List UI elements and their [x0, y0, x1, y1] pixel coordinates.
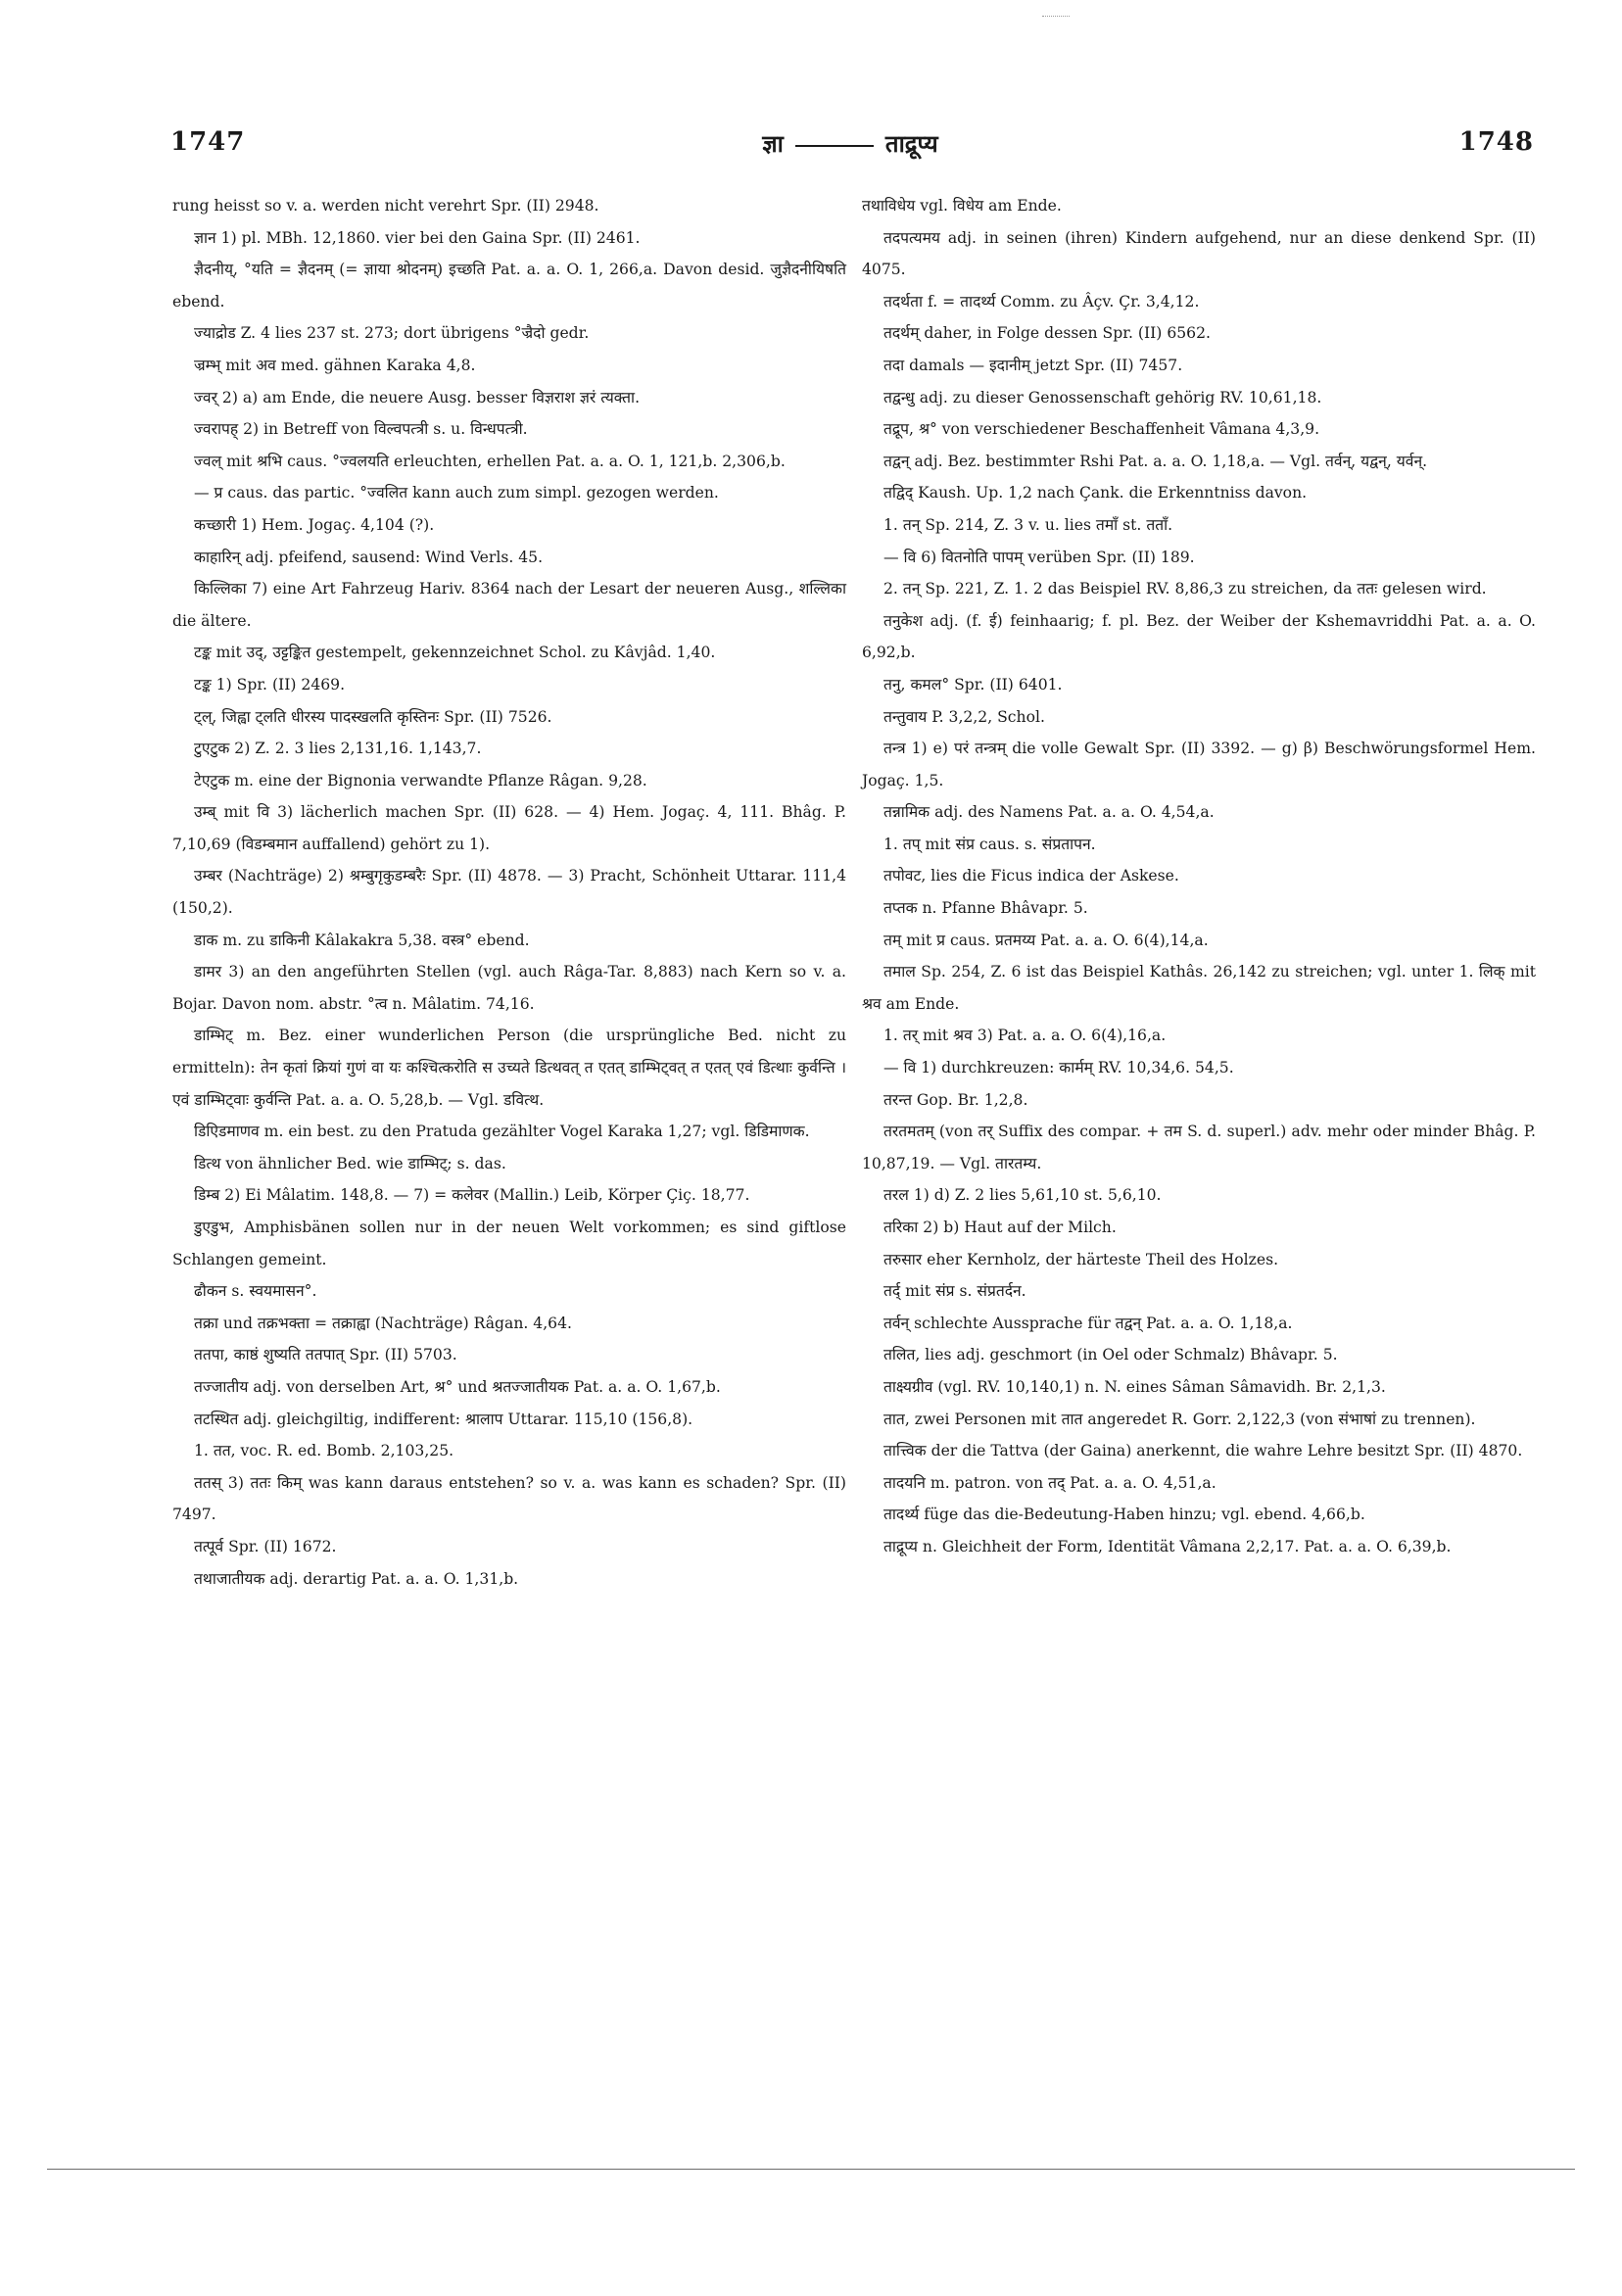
- dictionary-entry: ज्वर् 2) a) am Ende, die neuere Ausg. besser विज्ञराश ज्ञरं त्यक्ता.: [194, 388, 641, 407]
- dictionary-entry: तरतमतम् (von तर् Suffix des compar. + तम S. d. superl.) adv. mehr oder minder Bhâg. P. 10,87,19. — Vgl. तारतम्य.: [862, 1123, 1536, 1172]
- dictionary-entry: उम्ब् mit वि 3) lächerlich machen Spr. (II) 628. — 4) Hem. Jogaç. 4, 111. Bhâg. P. 7,10,69 (विडम्बमान auffallend) gehört zu 1).: [172, 803, 846, 853]
- dictionary-entry: तदपत्यमय adj. in seinen (ihren) Kindern aufgehend, nur an diese denkend Spr. (II) 4075.: [862, 228, 1536, 279]
- right-column: [862, 190, 1536, 1563]
- dictionary-entry: ताद्रूप्य n. Gleichheit der Form, Identität Vâmana 2,2,17. Pat. a. a. O. 6,39,b.: [883, 1537, 1452, 1555]
- dictionary-entry: तादर्थ्य füge das die-Bedeutung-Haben hinzu; vgl. ebend. 4,66,b.: [883, 1506, 1365, 1524]
- dictionary-entry: तक्रा und तक्रभक्ता = तक्राह्वा (Nachträge) Râgan. 4,64.: [194, 1314, 572, 1332]
- dictionary-entry: तन्तुवाय P. 3,2,2, Schol.: [883, 707, 1045, 726]
- dictionary-entry: डामर 3) an den angeführten Stellen (vgl. auch Râga-Tar. 8,883) nach Kern so v. a. Bojar. Davon nom. abstr. °त्व n. Mâlatim. 74,16.: [172, 963, 846, 1013]
- dictionary-entry: तरल 1) d) Z. 2 lies 5,61,10 st. 5,6,10.: [883, 1186, 1162, 1205]
- dictionary-entry: तटस्थित adj. gleichgiltig, indifferent: श्रालाप Uttarar. 115,10 (156,8).: [194, 1410, 693, 1428]
- dictionary-entry: ततस् 3) ततः किम् was kann daraus entstehen? so v. a. was kann es schaden? Spr. (II) 7497.: [172, 1473, 846, 1524]
- dictionary-entry: किल्लिका 7) eine Art Fahrzeug Hariv. 8364 nach der Lesart der neueren Ausg., शल्लिका die ältere.: [172, 580, 846, 630]
- scan-mark: [1042, 16, 1070, 17]
- running-head-dash: [795, 145, 874, 147]
- running-head-start: ज्ञा: [762, 129, 784, 158]
- dictionary-entry: — वि 1) durchkreuzen: कार्मम् RV. 10,34,6. 54,5.: [883, 1059, 1234, 1077]
- dictionary-entry: तप्तक n. Pfanne Bhâvapr. 5.: [883, 899, 1088, 918]
- dictionary-entry: टुएटुक 2) Z. 2. 3 lies 2,131,16. 1,143,7.: [194, 740, 482, 758]
- dictionary-entry: ज्वरापह् 2) in Betreff von विल्वपत्त्री s. u. विन्धपत्त्री.: [194, 420, 528, 439]
- dictionary-entry: तनुकेश adj. (f. ई) feinhaarig; f. pl. Bez. der Weiber der Kshemavriddhi Pat. a. a. O. 6,92,b.: [862, 611, 1536, 662]
- dictionary-entry: तम् mit प्र caus. प्रतमय्य Pat. a. a. O. 6(4),14,a.: [883, 931, 1209, 949]
- dictionary-entry: ताक्ष्यग्रीव (vgl. RV. 10,140,1) n. N. eines Sâman Sâmavidh. Br. 2,1,3.: [883, 1377, 1386, 1396]
- dictionary-entry: तन्त्र 1) e) परं तन्त्रम् die volle Gewalt Spr. (II) 3392. — g) β) Beschwörungsformel Hem. Jogaç. 1,5.: [862, 740, 1536, 789]
- dictionary-entry: — प्र caus. das partic. °ज्वलित kann auch zum simpl. gezogen werden.: [194, 484, 719, 502]
- dictionary-entry: ज्ञैदनीय्, °यति = ज्ञैदनम् (= ज्ञाया श्रोदनम्) इच्छति Pat. a. a. O. 1, 266,a. Davon desid. जुज्ञैदनीयिषति ebend.: [172, 261, 846, 311]
- dictionary-entry: rung heisst so v. a. werden nicht verehrt Spr. (II) 2948.: [172, 197, 599, 215]
- dictionary-entry: — वि 6) वितनोति पापम् verüben Spr. (II) 189.: [883, 548, 1195, 566]
- dictionary-entry: डिम्ब 2) Ei Mâlatim. 148,8. — 7) = कलेवर (Mallin.) Leib, Körper Çiç. 18,77.: [194, 1186, 750, 1205]
- left-column: [172, 190, 846, 1595]
- page-number-right: 1748: [1458, 127, 1534, 157]
- dictionary-entry: तरन्त Gop. Br. 1,2,8.: [883, 1090, 1028, 1109]
- dictionary-entry: तत्पूर्व Spr. (II) 1672.: [194, 1537, 337, 1555]
- dictionary-entry: तादयनि m. patron. von तद् Pat. a. a. O. 4,51,a.: [883, 1473, 1216, 1492]
- dictionary-entry: डाक m. zu डाकिनी Kâlakakra 5,38. वस्त्र° ebend.: [194, 931, 530, 949]
- dictionary-entry: तात, zwei Personen mit तात angeredet R. Gorr. 2,122,3 (von संभाषां zu trennen).: [883, 1410, 1476, 1428]
- dictionary-entry: तात्त्विक der die Tattva (der Gaina) anerkennt, die wahre Lehre besitzt Spr. (II) 4870.: [883, 1442, 1523, 1460]
- running-head: [167, 127, 1534, 160]
- dictionary-entry: ज्ञान 1) pl. MBh. 12,1860. vier bei den Gaina Spr. (II) 2461.: [194, 228, 641, 247]
- page-header: [167, 127, 1534, 167]
- dictionary-entry: ततपा, काष्ठं शुष्यति ततपात् Spr. (II) 5703.: [194, 1346, 457, 1364]
- dictionary-entry: तमाल Sp. 254, Z. 6 ist das Beispiel Kathâs. 26,142 zu streichen; vgl. unter 1. लिक् mit श्रव am Ende.: [862, 963, 1536, 1013]
- dictionary-entry: 1. तन् Sp. 214, Z. 3 v. u. lies तमाँ st. तताँ.: [883, 515, 1173, 534]
- dictionary-entry: 1. तप् mit संप्र caus. s. संप्रतापन.: [883, 835, 1096, 853]
- dictionary-entry: उम्बर (Nachträge) 2) श्रम्बुगृकुडम्बरैः Spr. (II) 4878. — 3) Pracht, Schönheit Uttarar. 111,4 (150,2).: [172, 867, 846, 918]
- dictionary-entry: तद्रूप, श्र° von verschiedener Beschaffenheit Vâmana 4,3,9.: [883, 420, 1320, 439]
- dictionary-entry: तदा damals — इदानीम् jetzt Spr. (II) 7457.: [883, 356, 1183, 374]
- dictionary-entry: टेएटुक m. eine der Bignonia verwandte Pflanze Râgan. 9,28.: [194, 771, 647, 789]
- dictionary-entry: तरुसार eher Kernholz, der härteste Theil des Holzes.: [883, 1250, 1279, 1268]
- dictionary-entry: डित्थ von ähnlicher Bed. wie डाम्भिट्; s. das.: [194, 1154, 506, 1172]
- dictionary-entry: तथाविधेय vgl. विधेय am Ende.: [862, 197, 1062, 215]
- dictionary-entry: ज्रम्भ् mit अव med. gähnen Karaka 4,8.: [194, 356, 476, 374]
- dictionary-entry: तलित, lies adj. geschmort (in Oel oder Schmalz) Bhâvapr. 5.: [883, 1346, 1338, 1364]
- dictionary-entry: ढौकन s. स्वयमासन°.: [194, 1282, 317, 1301]
- dictionary-entry: ज्याद्रोड Z. 4 lies 237 st. 273; dort übrigens °ज्रैदो gedr.: [194, 324, 590, 343]
- running-head-end: ताद्रूप्य: [884, 129, 938, 158]
- dictionary-entry: ज्वल् mit श्रभि caus. °ज्वलयति erleuchten, erhellen Pat. a. a. O. 1, 121,b. 2,306,b.: [194, 452, 786, 470]
- dictionary-entry: टङ्क 1) Spr. (II) 2469.: [194, 675, 346, 694]
- dictionary-entry: तर्वन् schlechte Aussprache für तद्वन् Pat. a. a. O. 1,18,a.: [883, 1314, 1293, 1332]
- dictionary-entry: तर्द् mit संप्र s. संप्रतर्दन.: [883, 1282, 1026, 1301]
- dictionary-entry: तदर्थम् daher, in Folge dessen Spr. (II) 6562.: [883, 324, 1211, 343]
- dictionary-entry: तज्जातीय adj. von derselben Art, श्र° und श्रतज्जातीयक Pat. a. a. O. 1,67,b.: [194, 1377, 721, 1396]
- dictionary-entry: तरिका 2) b) Haut auf der Milch.: [883, 1219, 1117, 1236]
- dictionary-entry: तथाजातीयक adj. derartig Pat. a. a. O. 1,31,b.: [194, 1569, 519, 1588]
- dictionary-entry: डाम्भिट् m. Bez. einer wunderlichen Person (die ursprüngliche Bed. nicht zu ermitteln): तेन कृतां क्रियां गुणं वा यः कश्चित्करोति स उच्यते डित्थवत् त एतत् डाम्भिट्वत् त एतत् एवं डित्थाः कुर्वन्ति । एवं डाम्भिट्वाः कुर्वन्ति Pat. a. a. O. 5,28,b. — Vgl. डवित्थ.: [172, 1027, 846, 1109]
- dictionary-entry: काहारिन् adj. pfeifend, sausend: Wind Verls. 45.: [194, 548, 544, 566]
- dictionary-entry: तदर्थता f. = तादर्थ्य Comm. zu Âçv. Çr. 3,4,12.: [883, 292, 1200, 311]
- page-number-left: 1747: [170, 127, 246, 157]
- dictionary-entry: 1. तत, voc. R. ed. Bomb. 2,103,25.: [194, 1442, 454, 1460]
- dictionary-entry: तद्वन् adj. Bez. bestimmter Rshi Pat. a. a. O. 1,18,a. — Vgl. तर्वन्, यद्वन्, यर्वन्.: [883, 452, 1428, 470]
- dictionary-entry: तद्वन्धु adj. zu dieser Genossenschaft gehörig RV. 10,61,18.: [883, 388, 1322, 407]
- dictionary-entry: 1. तर् mit श्रव 3) Pat. a. a. O. 6(4),16,a.: [883, 1027, 1167, 1045]
- dictionary-entry: कच्छारी 1) Hem. Jogaç. 4,104 (?).: [194, 515, 435, 534]
- footer-rule: [47, 2169, 1575, 2170]
- dictionary-entry: टङ्क mit उद्, उट्टङ्कित gestempelt, gekennzeichnet Schol. zu Kâvjâd. 1,40.: [194, 644, 716, 662]
- dictionary-entry: डिएिडमाणव m. ein best. zu den Pratuda gezählter Vogel Karaka 1,27; vgl. डिडिमाणक.: [194, 1123, 810, 1141]
- dictionary-entry: तद्विद् Kaush. Up. 1,2 nach Çank. die Erkenntniss davon.: [883, 484, 1308, 502]
- dictionary-entry: तनु, कमल° Spr. (II) 6401.: [883, 675, 1063, 694]
- dictionary-entry: तन्नामिक adj. des Namens Pat. a. a. O. 4,54,a.: [883, 803, 1215, 822]
- dictionary-entry: ट्ल्, जिह्वा ट्लति धीरस्य पादस्खलति कृस्तिनः Spr. (II) 7526.: [194, 707, 552, 726]
- dictionary-entry: 2. तन् Sp. 221, Z. 1. 2 das Beispiel RV. 8,86,3 zu streichen, da ततः gelesen wird.: [883, 580, 1487, 598]
- dictionary-entry: डुएडुभ, Amphisbänen sollen nur in der neuen Welt vorkommen; es sind giftlose Schlangen gemeint.: [172, 1219, 846, 1268]
- dictionary-entry: तपोवट, lies die Ficus indica der Askese.: [883, 867, 1179, 885]
